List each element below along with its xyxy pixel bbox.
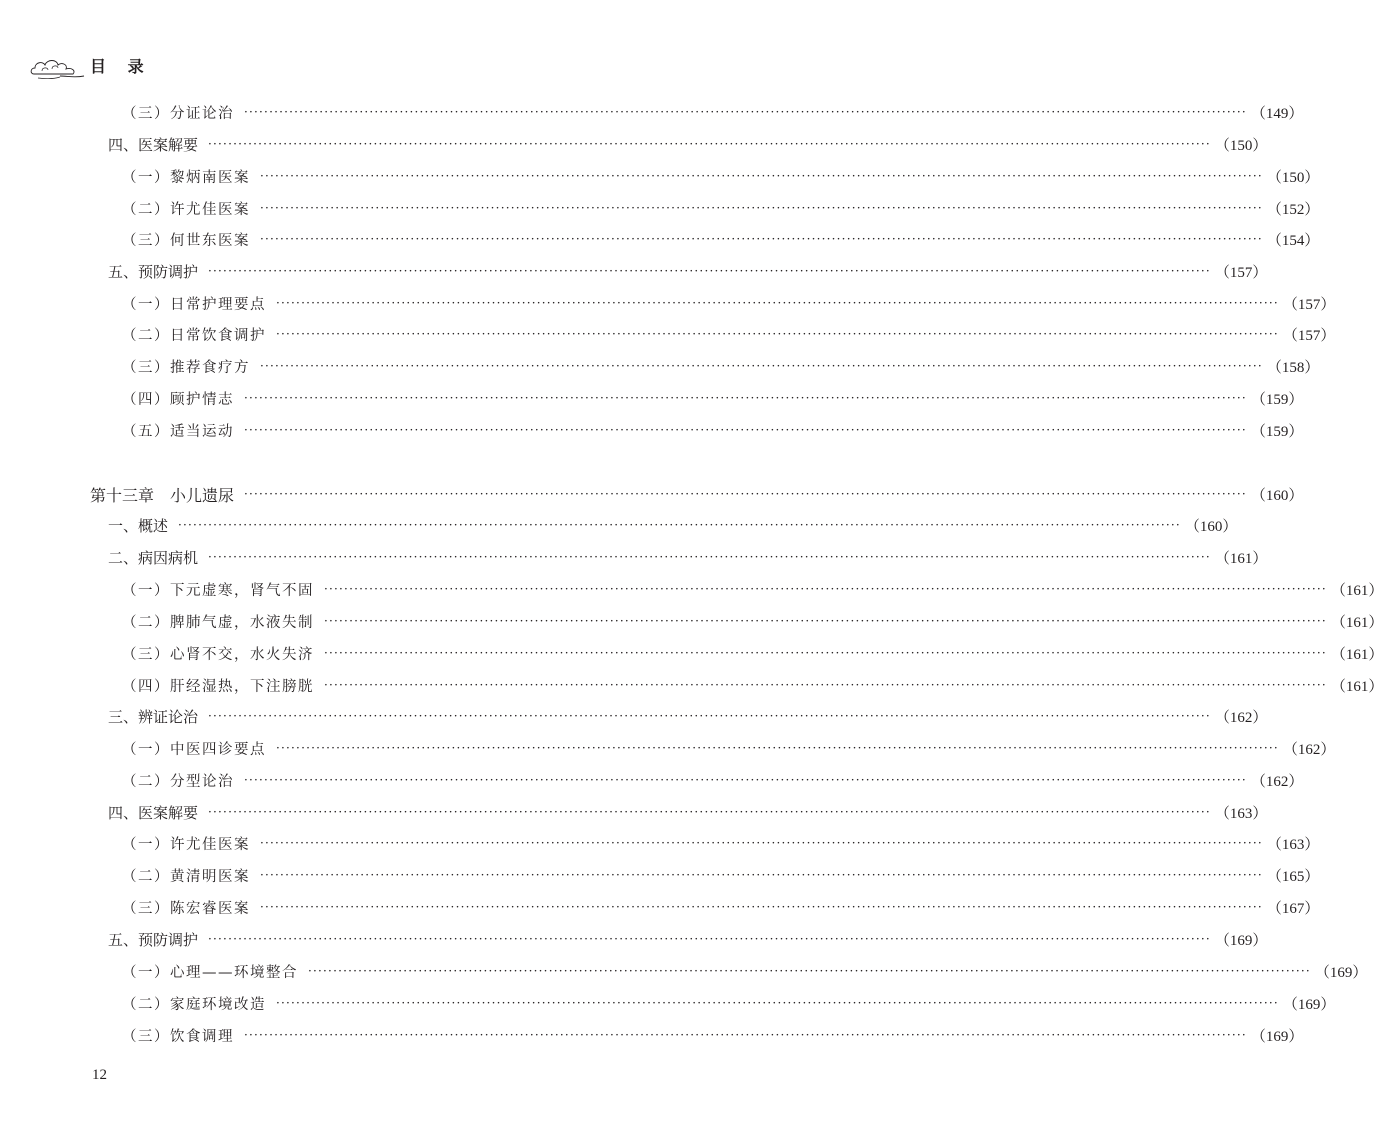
toc-entry[interactable]: [0, 574, 1383, 604]
dot-leader: ········································································································································································································: [244, 423, 1247, 437]
toc-entry-title: （一）下元虚寒，肾气不固: [122, 582, 314, 599]
toc-entry-title: （二）日常饮食调护: [122, 327, 266, 344]
toc-entry-title: （一）许尤佳医案: [122, 836, 250, 853]
running-header: [30, 50, 230, 84]
toc-entry-page: （163）: [1266, 836, 1320, 853]
toc-entry-page: （154）: [1266, 232, 1320, 249]
dot-leader: ········································································································································································································: [260, 868, 1263, 882]
dot-leader: ········································································································································································································: [208, 932, 1211, 946]
dot-leader: ········································································································································································································: [324, 646, 1327, 660]
toc-entry-page: （169）: [1214, 932, 1268, 949]
dot-leader: ········································································································································································································: [208, 550, 1211, 564]
toc-entry-page: （161）: [1330, 614, 1383, 631]
toc-entry[interactable]: [0, 606, 1383, 636]
dot-leader: ········································································································································································································: [324, 582, 1327, 596]
dot-leader: ········································································································································································································: [324, 678, 1327, 692]
dot-leader: ········································································································································································································: [244, 105, 1247, 119]
toc-entry[interactable]: [0, 193, 1320, 223]
toc-entry[interactable]: [0, 383, 1304, 413]
dot-leader: ········································································································································································································: [244, 487, 1247, 501]
toc-entry-title: 四、医案解要: [108, 803, 199, 822]
toc-entry-title: （二）脾肺气虚，水液失制: [122, 614, 314, 631]
toc-entry[interactable]: [0, 956, 1368, 986]
toc-entry-title: （一）日常护理要点: [122, 296, 266, 313]
toc-entry-page: （157）: [1214, 264, 1268, 281]
dot-leader: ········································································································································································································: [260, 836, 1263, 850]
toc-entry-title: （四）肝经湿热，下注膀胱: [122, 678, 314, 695]
toc-entry[interactable]: [0, 638, 1383, 668]
toc-entry[interactable]: [0, 892, 1320, 922]
toc-entry-page: （163）: [1214, 805, 1268, 822]
toc-entry[interactable]: [0, 288, 1336, 318]
toc-entry[interactable]: [0, 733, 1336, 763]
toc-entry[interactable]: [0, 256, 1268, 286]
dot-leader: ········································································································································································································: [324, 614, 1327, 628]
toc-entry[interactable]: [0, 797, 1268, 827]
dot-leader: ········································································································································································································: [244, 1028, 1247, 1042]
toc-entry[interactable]: [0, 97, 1304, 127]
toc-entry-title: （三）饮食调理: [122, 1028, 234, 1045]
toc-entry[interactable]: [0, 479, 1304, 509]
toc-entry-title: （三）陈宏睿医案: [122, 900, 250, 917]
toc-entry-title: （二）许尤佳医案: [122, 201, 250, 218]
toc-entry[interactable]: [0, 224, 1320, 254]
dot-leader: ········································································································································································································: [208, 264, 1211, 278]
toc-entry-page: （161）: [1330, 646, 1383, 663]
toc-entry-title: 一、概述: [108, 516, 169, 535]
toc-entry-title: （二）黄清明医案: [122, 868, 250, 885]
toc-entry[interactable]: [0, 765, 1304, 795]
toc-entry[interactable]: [0, 542, 1268, 572]
toc-entry[interactable]: [0, 319, 1336, 349]
toc-entry-title: 四、医案解要: [108, 135, 199, 154]
dot-leader: ········································································································································································································: [276, 741, 1279, 755]
toc-entry-page: （162）: [1282, 741, 1336, 758]
toc-entry-page: （159）: [1250, 423, 1304, 440]
toc-entry[interactable]: [0, 351, 1320, 381]
page-title: 目 录: [90, 57, 152, 76]
toc-entry-page: （160）: [1184, 518, 1238, 535]
toc-entry[interactable]: [0, 924, 1268, 954]
dot-leader: ········································································································································································································: [244, 391, 1247, 405]
dot-leader: ········································································································································································································: [260, 232, 1263, 246]
toc-entry-page: （161）: [1330, 678, 1383, 695]
dot-leader: ········································································································································································································: [244, 773, 1247, 787]
toc-entry-page: （157）: [1282, 327, 1336, 344]
toc-entry[interactable]: [0, 701, 1268, 731]
dot-leader: ········································································································································································································: [276, 996, 1279, 1010]
toc-entry-page: （160）: [1250, 487, 1304, 504]
toc-entry-title: 三、辨证论治: [108, 707, 199, 726]
toc-entry-page: （165）: [1266, 868, 1320, 885]
dot-leader: ········································································································································································································: [178, 518, 1181, 532]
toc-entry-page: （150）: [1214, 137, 1268, 154]
toc-entry[interactable]: [0, 988, 1336, 1018]
toc-entry-title: （三）心肾不交，水火失济: [122, 646, 314, 663]
dot-leader: ········································································································································································································: [276, 296, 1279, 310]
toc-entry-page: （149）: [1250, 105, 1304, 122]
toc-entry[interactable]: [0, 129, 1268, 159]
dot-leader: ········································································································································································································: [260, 201, 1263, 215]
toc-entry-title: 二、病因病机: [108, 548, 199, 567]
toc-entry[interactable]: [0, 510, 1238, 540]
toc-entry-page: （158）: [1266, 359, 1320, 376]
toc-entry-title: （三）推荐食疗方: [122, 359, 250, 376]
toc-entry-title: （三）何世东医案: [122, 232, 250, 249]
toc-entry[interactable]: [0, 1020, 1304, 1050]
toc-entry-page: （152）: [1266, 201, 1320, 218]
dot-leader: ········································································································································································································: [208, 137, 1211, 151]
toc-entry-title: （四）顾护情志: [122, 391, 234, 408]
toc-entry-title: （一）中医四诊要点: [122, 741, 266, 758]
auspicious-cloud-icon: [30, 52, 86, 82]
toc-entry-page: （167）: [1266, 900, 1320, 917]
toc-entry-page: （169）: [1282, 996, 1336, 1013]
toc-entry-title: 五、预防调护: [108, 262, 199, 281]
dot-leader: ········································································································································································································: [208, 709, 1211, 723]
toc-entry-page: （169）: [1314, 964, 1368, 981]
dot-leader: ········································································································································································································: [276, 327, 1279, 341]
toc-entry[interactable]: [0, 670, 1383, 700]
dot-leader: ········································································································································································································: [260, 900, 1263, 914]
dot-leader: ········································································································································································································: [260, 169, 1263, 183]
toc-entry[interactable]: [0, 161, 1320, 191]
dot-leader: ········································································································································································································: [308, 964, 1311, 978]
dot-leader: ········································································································································································································: [208, 805, 1211, 819]
toc-entry-page: （159）: [1250, 391, 1304, 408]
toc-entry-title: （一）黎炳南医案: [122, 169, 250, 186]
toc-entry-page: （161）: [1214, 550, 1268, 567]
toc-entry-title: 五、预防调护: [108, 930, 199, 949]
toc-entry-title: （一）心理——环境整合: [122, 964, 298, 981]
page-number: 12: [92, 1067, 107, 1083]
dot-leader: ········································································································································································································: [260, 359, 1263, 373]
toc-entry-title: （五）适当运动: [122, 423, 234, 440]
toc-entry-page: （150）: [1266, 169, 1320, 186]
toc-entry[interactable]: [0, 860, 1320, 890]
toc-entry[interactable]: [0, 415, 1304, 445]
toc-entry-title: 第十三章 小儿遗尿: [90, 485, 235, 505]
toc-entry-page: （169）: [1250, 1028, 1304, 1045]
toc-entry-title: （二）分型论治: [122, 773, 234, 790]
toc-entry-page: （162）: [1250, 773, 1304, 790]
toc-entry-page: （161）: [1330, 582, 1383, 599]
toc-entry-page: （162）: [1214, 709, 1268, 726]
toc-entry[interactable]: [0, 828, 1320, 858]
toc-entry-title: （三）分证论治: [122, 105, 234, 122]
toc-entry-page: （157）: [1282, 296, 1336, 313]
toc-entry-title: （二）家庭环境改造: [122, 996, 266, 1013]
